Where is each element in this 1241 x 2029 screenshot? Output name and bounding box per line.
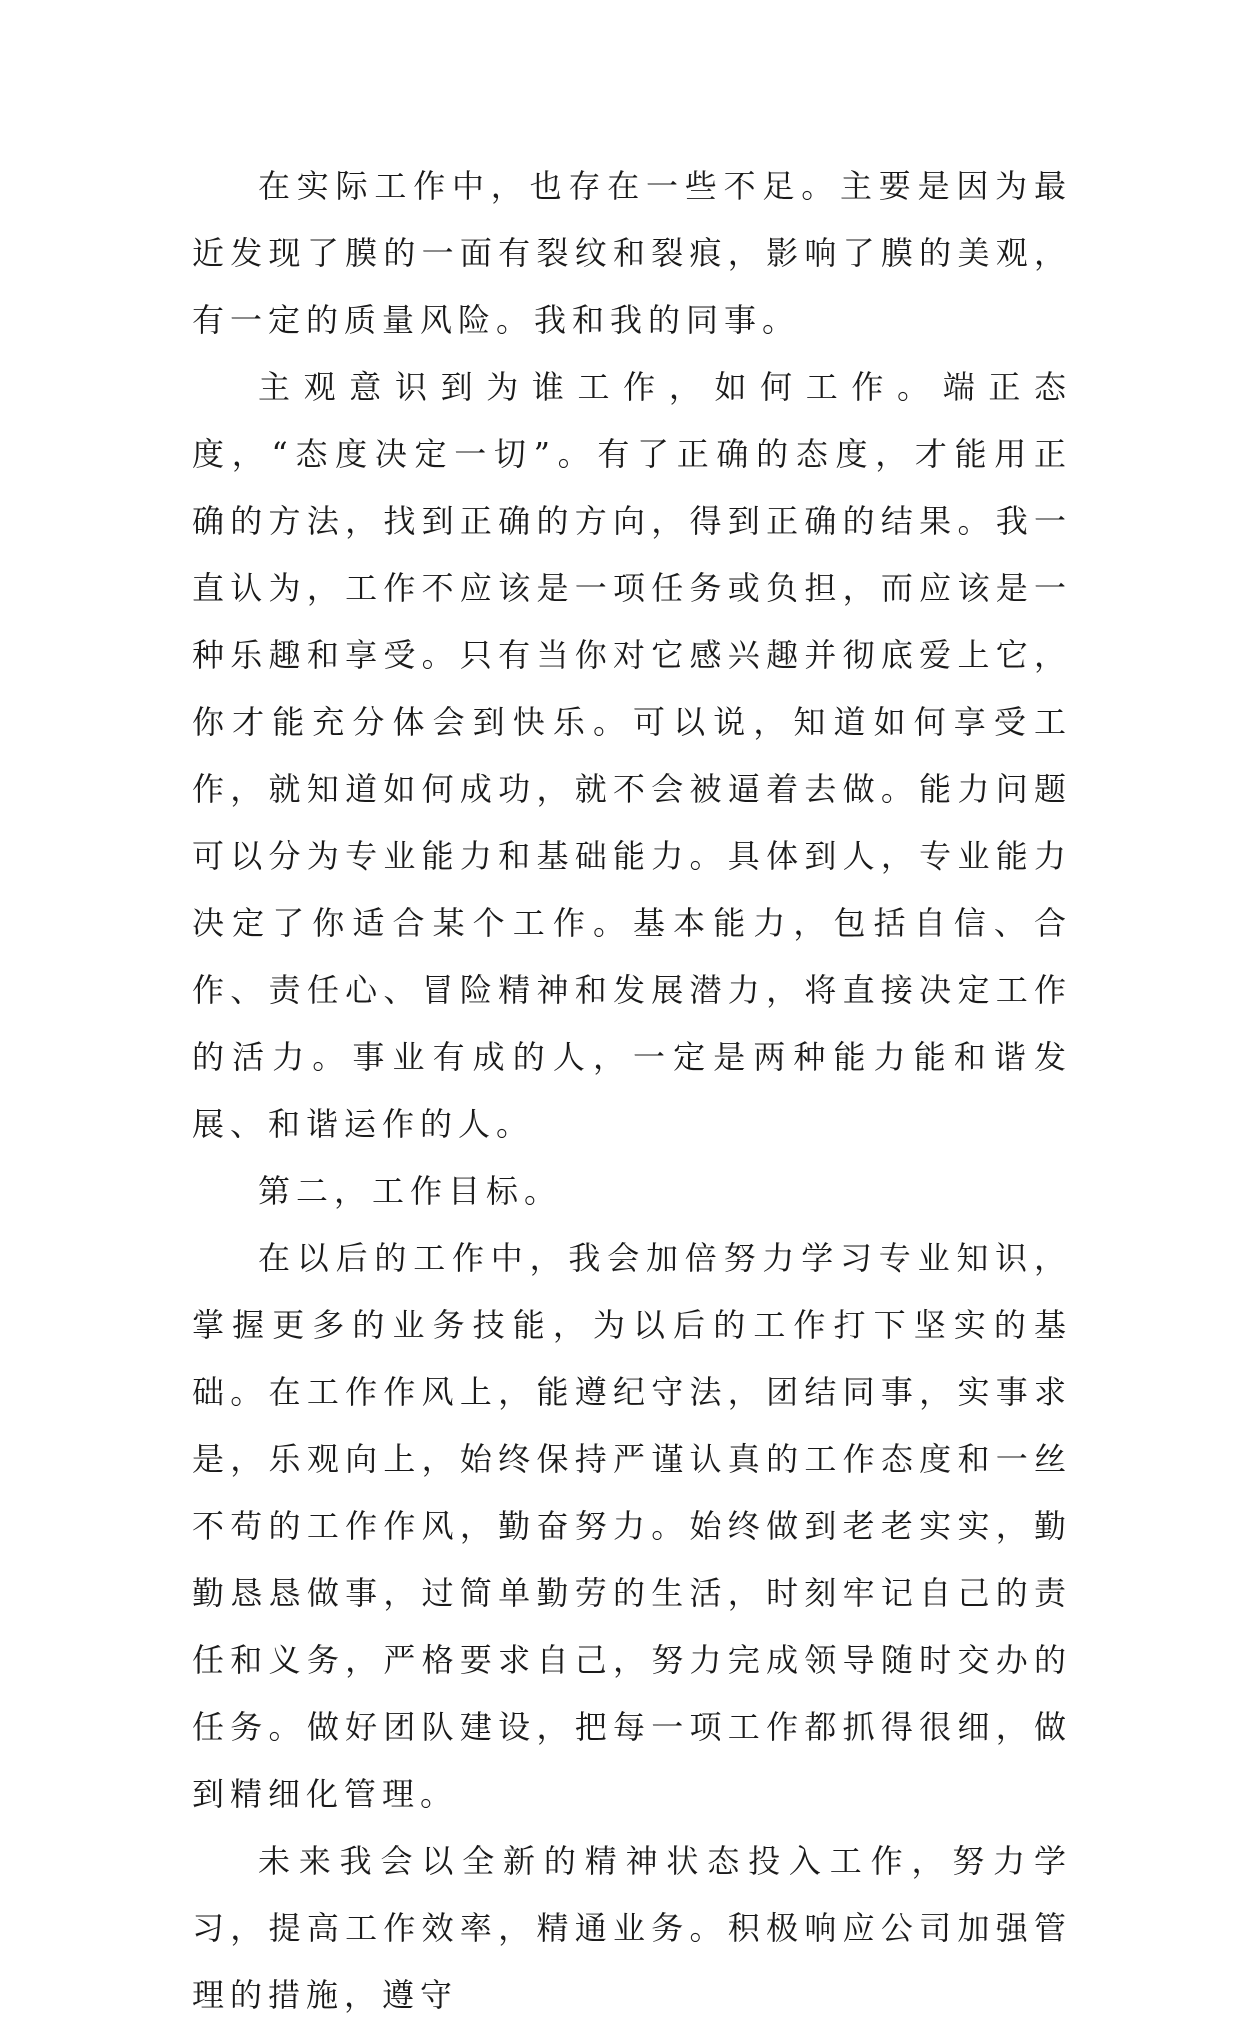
paragraph-section-heading: 第二，工作目标。 [258,1172,563,1210]
paragraph-future: 未来我会以全新的精神状态投入工作，努力学习，提高工作效率，精通业务。积极响应公司加强管理的措施，遵守 [192,1842,1072,2014]
paragraph-attitude: 主观意识到为谁工作，如何工作。端正态度，“态度决定一切”。有了正确的态度，才能用正确的方法，找到正确的方向，得到正确的结果。我一直认为，工作不应该是一项任务或负担，而应该是一种乐趣和享受。只有当你对它感兴趣并彻底爱上它，你才能充分体会到快乐。可以说，知道如何享受工作，就知道如何成功，就不会被逼着去做。能力问题可以分为专业能力和基础能力。具体到人，专业能力决定了你适合某个工作。基本能力，包括自信、合作、责任心、冒险精神和发展潜力，将直接决定工作的活力。事业有成的人，一定是两种能力能和谐发展、和谐运作的人。 [192,368,1072,1143]
paragraph-shortcomings: 在实际工作中，也存在一些不足。主要是因为最近发现了膜的一面有裂纹和裂痕，影响了膜的美观，有一定的质量风险。我和我的同事。 [192,167,1072,339]
paragraph-work-goals: 在以后的工作中，我会加倍努力学习专业知识，掌握更多的业务技能，为以后的工作打下坚实的基础。在工作作风上，能遵纪守法，团结同事，实事求是，乐观向上，始终保持严谨认真的工作态度和一丝不苟的工作作风，勤奋努力。始终做到老老实实，勤勤恳恳做事，过简单勤劳的生活，时刻牢记自己的责任和义务，严格要求自己，努力完成领导随时交办的任务。做好团队建设，把每一项工作都抓得很细，做到精细化管理。 [192,1239,1072,1813]
document-body [192,153,1072,2029]
